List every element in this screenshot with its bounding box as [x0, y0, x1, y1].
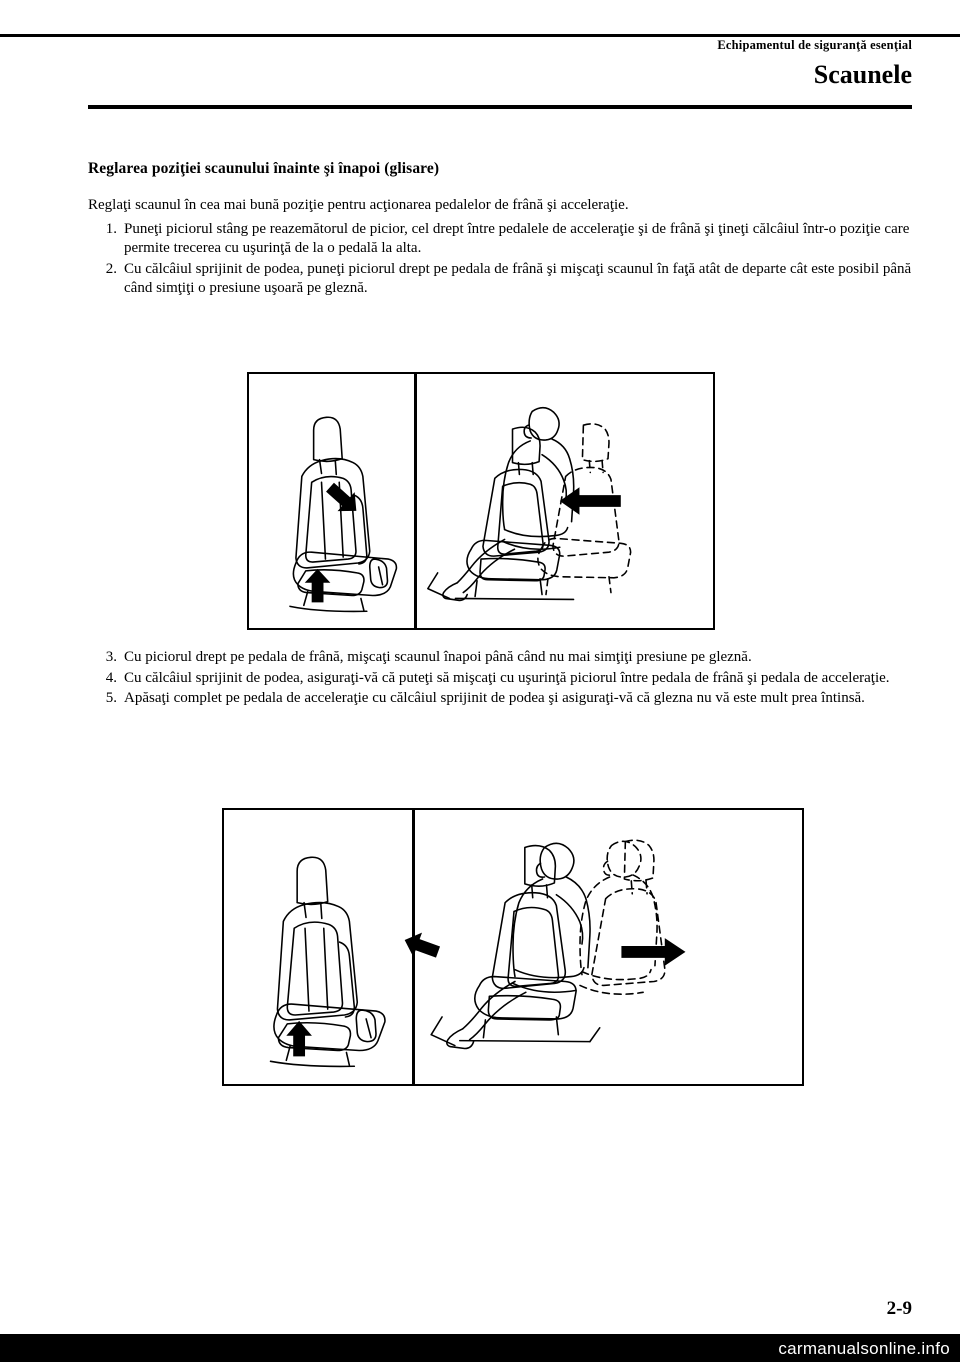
header-top-rule [0, 34, 960, 37]
section-heading: Reglarea poziţiei scaunului înainte şi înapoi (glisare) [88, 160, 440, 177]
step-text: Puneţi piciorul stâng pe reazemătorul de picior, cel drept între pedalele de acceleraţie şi de frână şi ţineţi călcâiul într-o poziţie care permite trecerea cu uşurinţă de la o pedală la alta. [124, 220, 910, 256]
page-content-second [88, 648, 912, 710]
arrow-slide-left [305, 569, 331, 602]
figure-top-illustration [249, 374, 713, 628]
step-number: 1. [105, 220, 117, 237]
arrow-backrest-left-bottom [400, 928, 442, 964]
arrow-slide-right-bottom [621, 938, 685, 966]
page-number: 2-9 [886, 1298, 912, 1319]
steps-list-second [88, 648, 912, 709]
step-text: Cu călcâiul sprijinit de podea, asiguraţi-vă că puteţi să mişcaţi cu uşurinţă piciorul între pedala de frână şi pedala de acceleraţie. [124, 669, 890, 686]
arrow-slide-right [560, 487, 621, 515]
list-item [88, 689, 912, 709]
page-header [0, 0, 960, 108]
step-number: 2. [105, 260, 117, 277]
figure-seat-adjust-forward [247, 372, 715, 630]
list-item [88, 220, 912, 259]
step-text: Cu piciorul drept pe pedala de frână, mişcaţi scaunul înapoi până când nu mai simţiţi presiune pe gleznă. [124, 649, 752, 665]
step-number: 5. [105, 690, 117, 706]
intro-paragraph: Reglaţi scaunul în cea mai bună poziţie pentru acţionarea pedalelor de frână şi acceleraţie. [88, 197, 629, 213]
steps-list-first [88, 220, 912, 299]
step-number: 3. [105, 649, 117, 665]
figure-seat-adjust-backward [222, 808, 804, 1086]
footer-bar [0, 1334, 960, 1362]
watermark-label: carmanualsonline.info [778, 1339, 950, 1358]
list-item [88, 648, 912, 668]
arrow-slide-left-bottom [286, 1021, 312, 1056]
list-item [88, 260, 912, 299]
step-text: Apăsaţi complet pe pedala de acceleraţie cu călcâiul sprijinit de podea şi asiguraţi-vă că glezna nu vă este mult prea întinsă. [124, 690, 865, 706]
page-title: Scaunele [813, 60, 912, 89]
chapter-label: Echipamentul de siguranţă esenţial [717, 38, 912, 52]
list-item [88, 669, 912, 689]
arrow-backrest-left [321, 478, 364, 521]
header-bottom-rule [88, 105, 912, 109]
page-content [88, 160, 912, 300]
step-number: 4. [105, 669, 117, 686]
step-text: Cu călcâiul sprijinit de podea, puneţi piciorul drept pe pedala de frână şi mişcaţi scaunul în faţă atât de departe cât este posibil până când simţiţi o presiune uşoară pe gleznă. [124, 260, 912, 296]
figure-bottom-illustration [224, 810, 802, 1084]
